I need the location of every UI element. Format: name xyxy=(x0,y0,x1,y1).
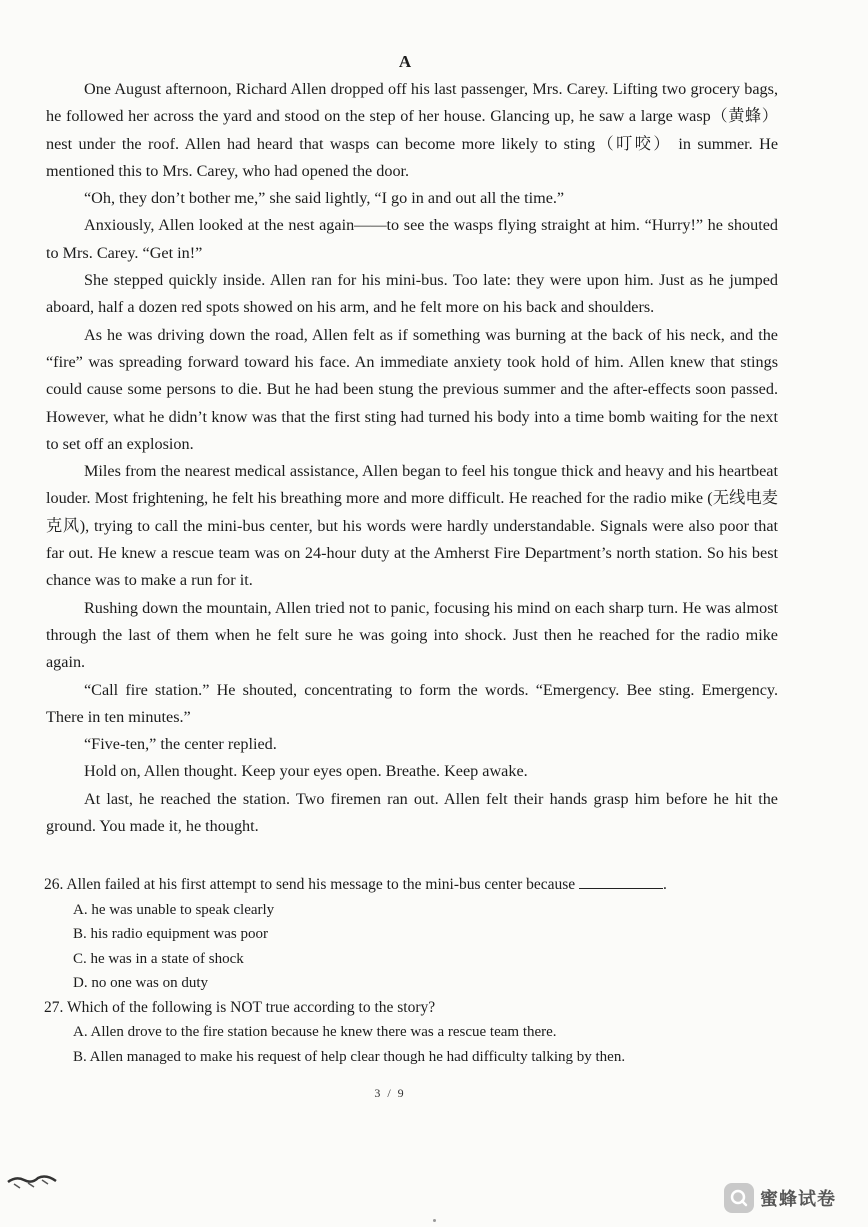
question-26 xyxy=(44,873,784,996)
watermark-text: 蜜蜂试卷 xyxy=(760,1189,836,1210)
magnifier-logo-icon xyxy=(724,1183,754,1213)
scan-speck xyxy=(433,1219,436,1222)
question-stem: 27. Which of the following is NOT true according to the story? xyxy=(44,998,436,1016)
passage-paragraph: “Call fire station.” He shouted, concentrating to form the words. “Emergency. Bee sting. Emergency. There in ten minutes.” xyxy=(46,680,778,726)
passage-paragraph: Miles from the nearest medical assistance, Allen began to feel his tongue thick and heavy and his heartbeat louder. Most frightening, he felt his breathing more and more difficult. He reached for the radio mike (无线电麦克风), trying to call the mini-bus center, but his words were hardly understandable. Signals were also poor that far out. He knew a rescue team was on 24-hour duty at the Amherst Fire Department’s north station. So his best chance was to make a run for it. xyxy=(46,462,778,590)
question-stem xyxy=(44,873,784,898)
question-stem-tail: . xyxy=(663,876,667,893)
passage-paragraph: “Oh, they don’t bother me,” she said lightly, “I go in and out all the time.” xyxy=(84,189,565,208)
passage-paragraph: She stepped quickly inside. Allen ran for his mini-bus. Too late: they were upon him. Just as he jumped aboard, half a dozen red spots showed on his arm, and he felt more on his back and shoulders. xyxy=(46,271,778,317)
passage-paragraph: Rushing down the mountain, Allen tried not to panic, focusing his mind on each sharp turn. He was almost through the last of them when he felt sure he was going into shock. Just then he reached for the radio mike again. xyxy=(46,598,778,672)
reading-passage xyxy=(46,76,778,840)
answer-option: D. no one was on duty xyxy=(73,975,208,991)
passage-paragraph: At last, he reached the station. Two firemen ran out. Allen felt their hands grasp him before he hit the ground. You made it, he thought. xyxy=(46,789,778,836)
question-list xyxy=(44,873,784,1069)
section-letter: A xyxy=(398,52,412,71)
answer-option: B. Allen managed to make his request of help clear though he had difficulty talking by then. xyxy=(73,1048,626,1065)
answer-option: A. he was unable to speak clearly xyxy=(73,901,275,918)
passage-paragraph: Anxiously, Allen looked at the nest again——to see the wasps flying straight at him. “Hurry!” he shouted to Mrs. Carey. “Get in!” xyxy=(46,216,778,262)
page-number: 3 / 9 xyxy=(374,1086,406,1100)
watermark xyxy=(724,1181,864,1215)
passage-paragraph: Hold on, Allen thought. Keep your eyes open. Breathe. Keep awake. xyxy=(84,762,528,781)
answer-option: C. he was in a state of shock xyxy=(73,950,244,967)
passage-paragraph: One August afternoon, Richard Allen dropped off his last passenger, Mrs. Carey. Lifting two grocery bags, he followed her across the yard and stood on the step of her house. Glancing up, he saw a large wasp（黄蜂）nest under the roof. Allen had heard that wasps can become more likely to sting（叮咬） in summer. He mentioned this to Mrs. Carey, who had opened the door. xyxy=(46,80,778,180)
answer-option: B. his radio equipment was poor xyxy=(73,926,268,942)
answer-blank xyxy=(579,874,663,889)
passage-paragraph: “Five-ten,” the center replied. xyxy=(84,735,277,754)
question-stem-text: 26. Allen failed at his first attempt to send his message to the mini-bus center because xyxy=(44,876,576,893)
answer-option: A. Allen drove to the fire station because he knew there was a rescue team there. xyxy=(73,1024,557,1040)
pen-mark-icon xyxy=(6,1172,66,1197)
question-27 xyxy=(44,996,784,1070)
passage-paragraph: As he was driving down the road, Allen felt as if something was burning at the back of his neck, and the “fire” was spreading forward toward his face. An immediate anxiety took hold of him. Allen knew that stings could cause some persons to die. But he had been stung the previous summer and the after-effects soon passed. However, what he didn’t know was that the first sting had turned his body into a time bomb waiting for the next to set off an explosion. xyxy=(46,325,778,453)
